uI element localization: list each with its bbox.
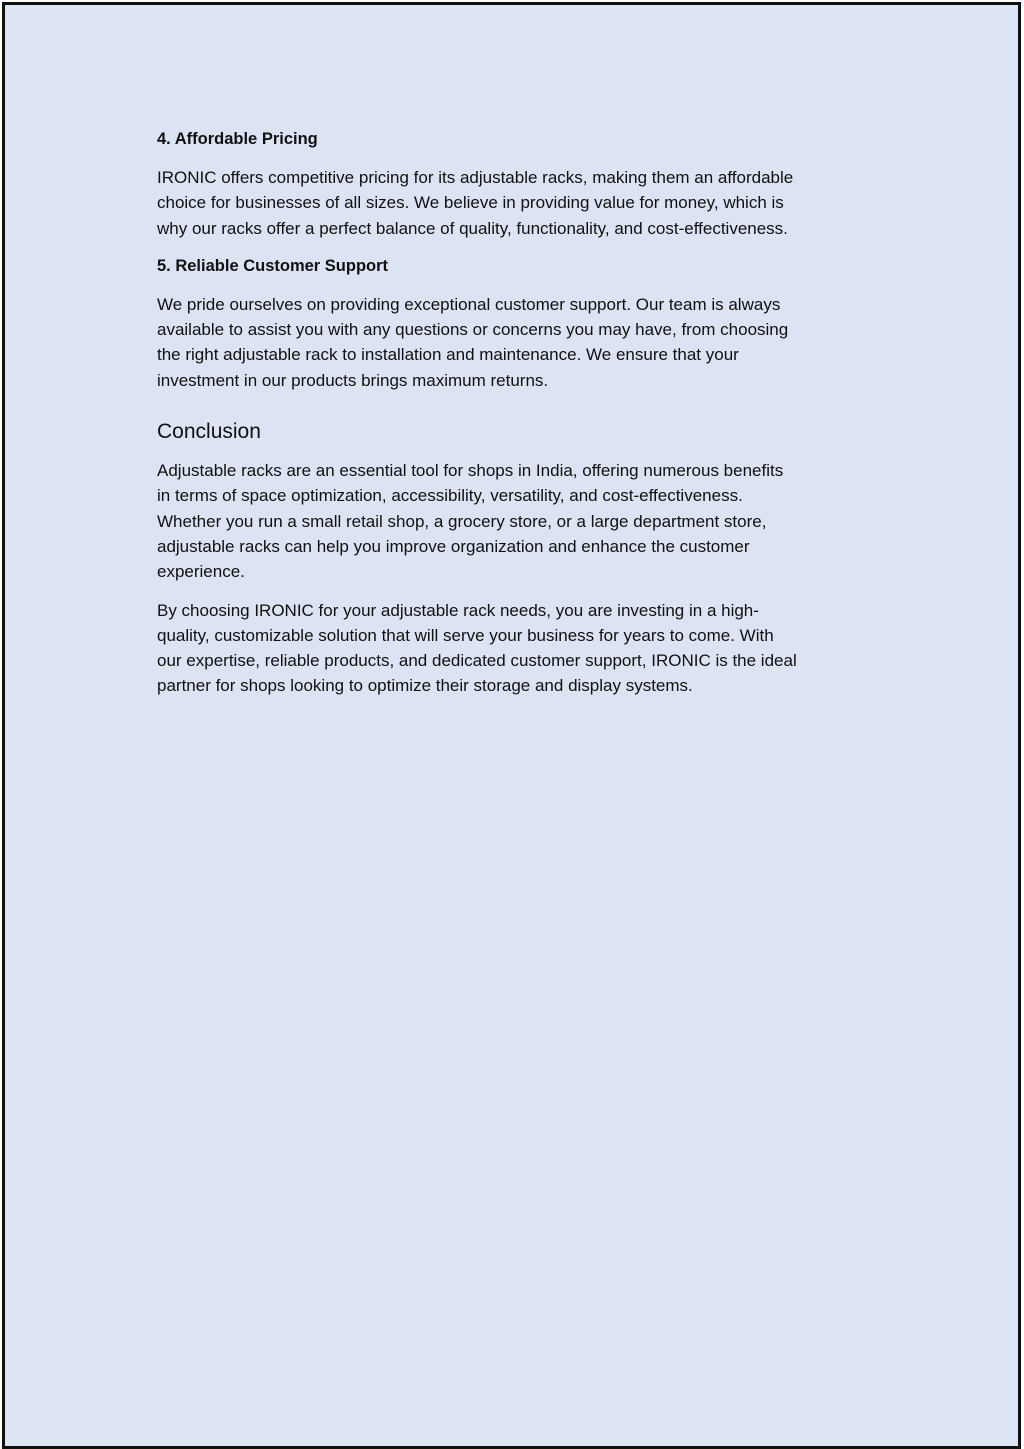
customer-support-heading: 5. Reliable Customer Support [157,256,389,275]
page-content [157,127,887,712]
document-page [2,2,1021,1449]
text-line: why our racks offer a perfect balance of quality, functionality, and cost-effectiveness. [157,218,788,238]
text-line: investment in our products brings maximum returns. [157,370,549,390]
text-line: choice for businesses of all sizes. We believe in providing value for money, which is [157,193,784,213]
text-line: We pride ourselves on providing exceptional customer support. Our team is always [157,294,781,314]
text-line: in terms of space optimization, accessibility, versatility, and cost-effectiveness. [157,486,743,506]
text-line: By choosing IRONIC for your adjustable rack needs, you are investing in a high- [157,600,759,620]
conclusion-paragraph-1 [157,458,887,584]
text-line: experience. [157,562,245,582]
text-line: our expertise, reliable products, and dedicated customer support, IRONIC is the ideal [157,651,797,671]
customer-support-paragraph [157,292,887,393]
conclusion-heading: Conclusion [157,420,261,444]
affordable-pricing-heading: 4. Affordable Pricing [157,130,318,148]
text-line: the right adjustable rack to installation and maintenance. We ensure that your [157,345,739,365]
text-line: quality, customizable solution that will serve your business for years to come. With [157,625,774,645]
affordable-pricing-paragraph [157,165,887,241]
text-line: IRONIC offers competitive pricing for its adjustable racks, making them an affordable [157,168,794,187]
conclusion-paragraph-2 [157,598,887,699]
text-line: adjustable racks can help you improve organization and enhance the customer [157,536,750,556]
text-line: Whether you run a small retail shop, a grocery store, or a large department store, [157,511,767,531]
text-line: Adjustable racks are an essential tool for shops in India, offering numerous benefits [157,461,784,481]
text-line: partner for shops looking to optimize their storage and display systems. [157,676,693,696]
text-line: available to assist you with any questions or concerns you may have, from choosing [157,320,789,340]
